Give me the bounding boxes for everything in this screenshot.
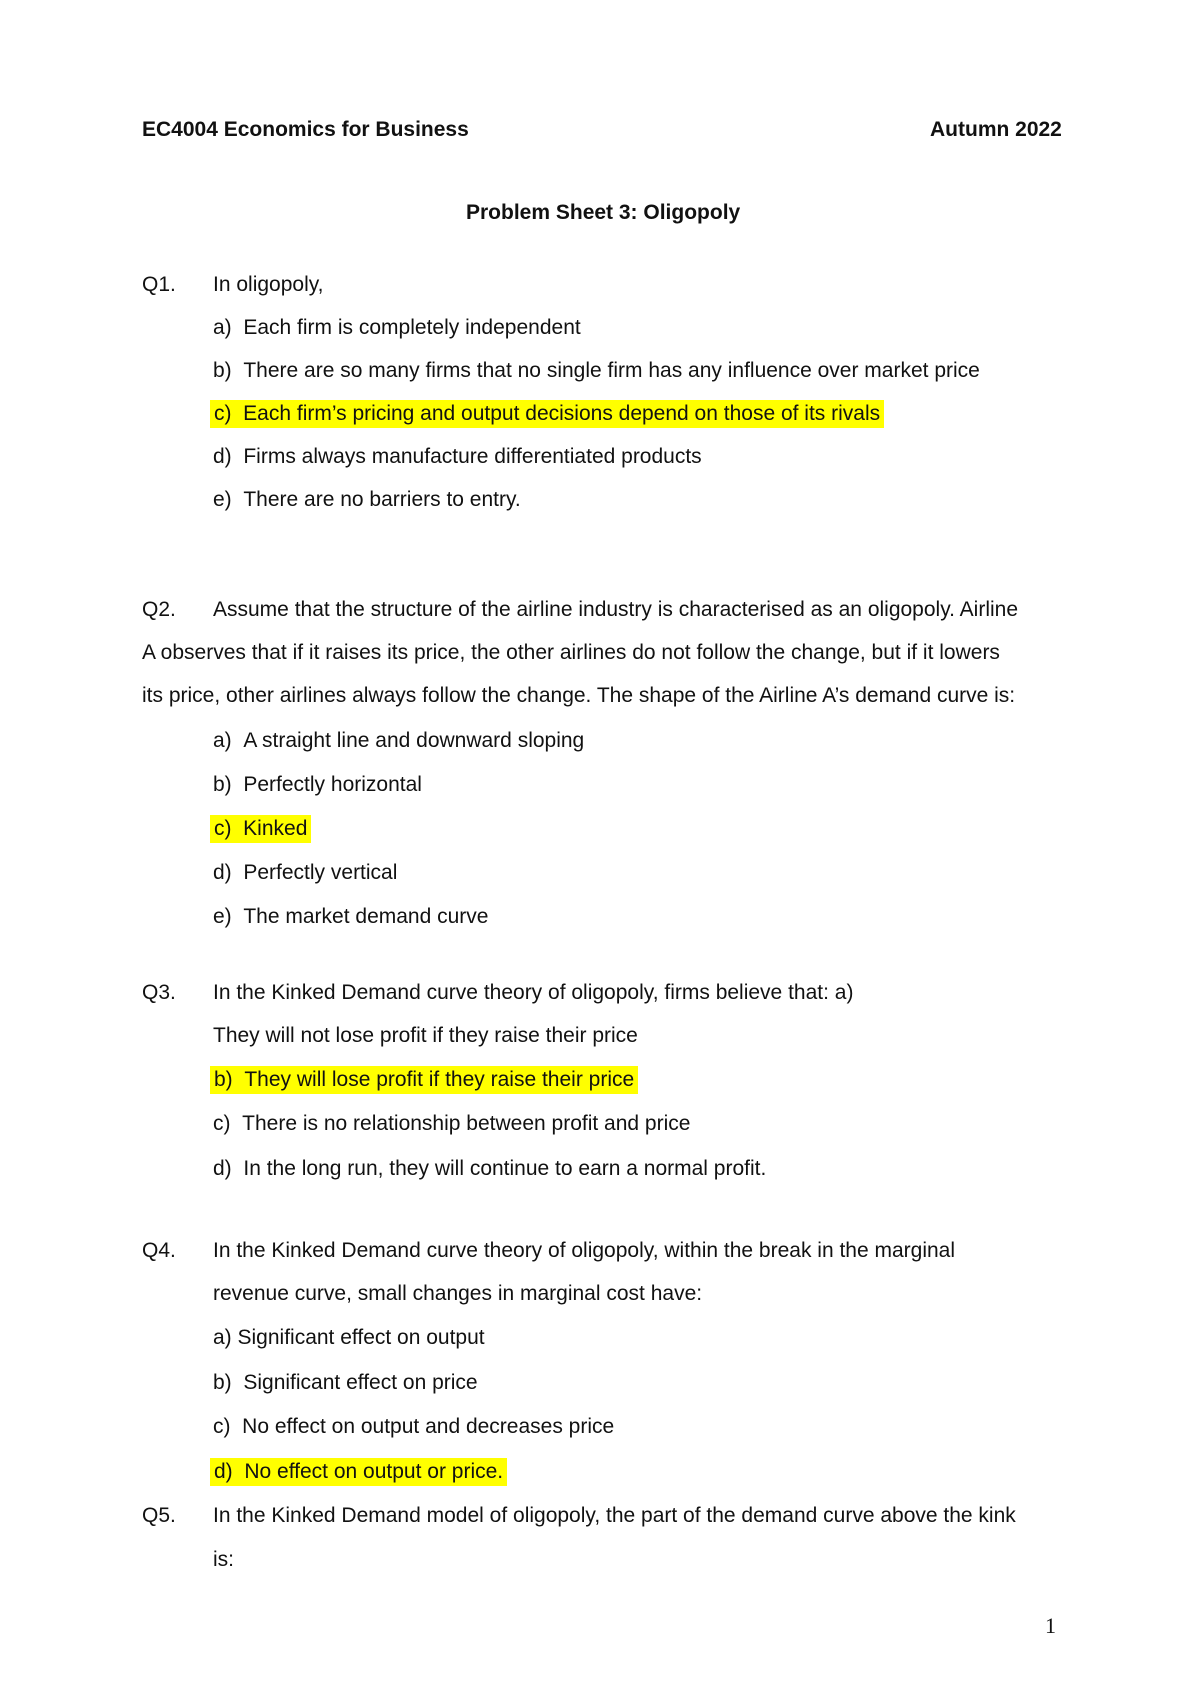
q1-option-c-answer — [210, 400, 884, 428]
q2-number: Q2. — [142, 598, 176, 621]
option-text: There are so many firms that no single firm has any influence over market price — [243, 359, 980, 382]
q4-number: Q4. — [142, 1239, 176, 1262]
q3-number: Q3. — [142, 981, 176, 1004]
q4-option-b — [213, 1369, 478, 1397]
q3-option-b-answer — [210, 1066, 638, 1094]
option-text: There are no barriers to entry. — [243, 488, 521, 511]
option-text: They will lose profit if they raise their price — [244, 1068, 635, 1091]
option-label: d) — [214, 1460, 233, 1483]
option-label: b) — [213, 773, 232, 796]
course-title: EC4004 Economics for Business — [142, 118, 469, 141]
option-text: Each firm is completely independent — [243, 316, 581, 339]
option-label: b) — [214, 1068, 233, 1091]
option-label: a) — [213, 729, 232, 752]
q1-option-b — [213, 357, 980, 385]
q2-option-c-answer — [210, 815, 311, 843]
q3-stem-line-1: In the Kinked Demand curve theory of oligopoly, firms believe that: a) — [213, 981, 854, 1004]
q1-option-d — [213, 443, 702, 471]
option-label: c) — [213, 1112, 231, 1135]
q2-option-a — [213, 727, 584, 755]
option-label: e) — [213, 905, 232, 928]
option-label: b) — [213, 1371, 232, 1394]
q5-stem-line-2: is: — [213, 1548, 234, 1571]
option-text: Each firm’s pricing and output decisions depend on those of its rivals — [243, 402, 881, 425]
q1-option-a — [213, 314, 581, 342]
option-label: a) — [213, 316, 232, 339]
q3-option-c — [213, 1110, 690, 1138]
option-text: In the long run, they will continue to earn a normal profit. — [243, 1157, 767, 1180]
q5-stem-line-1: In the Kinked Demand model of oligopoly, the part of the demand curve above the kink — [213, 1504, 1016, 1527]
option-text: The market demand curve — [243, 905, 489, 928]
q2-option-d — [213, 859, 397, 887]
option-text: There is no relationship between profit and price — [242, 1112, 691, 1135]
option-text: A straight line and downward sloping — [243, 729, 585, 752]
option-label: e) — [213, 488, 232, 511]
option-text: Kinked — [243, 817, 308, 840]
page-number: 1 — [1045, 1613, 1056, 1638]
option-text: Perfectly vertical — [243, 861, 398, 884]
q1-option-e — [213, 486, 521, 514]
term-label: Autumn 2022 — [930, 118, 1062, 141]
q1-stem: In oligopoly, — [213, 273, 324, 296]
option-label: d) — [213, 1157, 232, 1180]
q4-stem-line-1: In the Kinked Demand curve theory of oligopoly, within the break in the marginal — [213, 1239, 956, 1262]
q4-option-c — [213, 1413, 614, 1441]
option-text: Perfectly horizontal — [243, 773, 422, 796]
q3-stem-line-2: They will not lose profit if they raise their price — [213, 1024, 638, 1047]
option-label: c) — [213, 1415, 231, 1438]
option-label: b) — [213, 359, 232, 382]
option-text: No effect on output and decreases price — [242, 1415, 615, 1438]
q2-stem-line-1: Assume that the structure of the airline industry is characterised as an oligopoly. Airline — [213, 598, 1019, 621]
q4-stem-line-2: revenue curve, small changes in marginal cost have: — [213, 1282, 703, 1305]
q4-option-d-answer — [210, 1458, 507, 1486]
q1-number: Q1. — [142, 273, 176, 296]
q4-option-a: a) Significant effect on output — [213, 1326, 485, 1349]
option-label: d) — [213, 861, 232, 884]
sheet-title: Problem Sheet 3: Oligopoly — [466, 201, 741, 224]
q2-option-b — [213, 771, 422, 799]
q2-option-e — [213, 903, 488, 931]
option-label: c) — [214, 402, 232, 425]
option-text: No effect on output or price. — [244, 1460, 504, 1483]
option-label: d) — [213, 445, 232, 468]
q2-stem-line-2: A observes that if it raises its price, the other airlines do not follow the change, but if it lowers — [142, 641, 1000, 664]
q3-option-d — [213, 1155, 766, 1183]
option-text: Significant effect on price — [243, 1371, 478, 1394]
option-text: Firms always manufacture differentiated products — [243, 445, 702, 468]
q5-number: Q5. — [142, 1504, 176, 1527]
option-label: c) — [214, 817, 232, 840]
q2-stem-line-3: its price, other airlines always follow the change. The shape of the Airline A’s demand curve is: — [142, 684, 1016, 707]
